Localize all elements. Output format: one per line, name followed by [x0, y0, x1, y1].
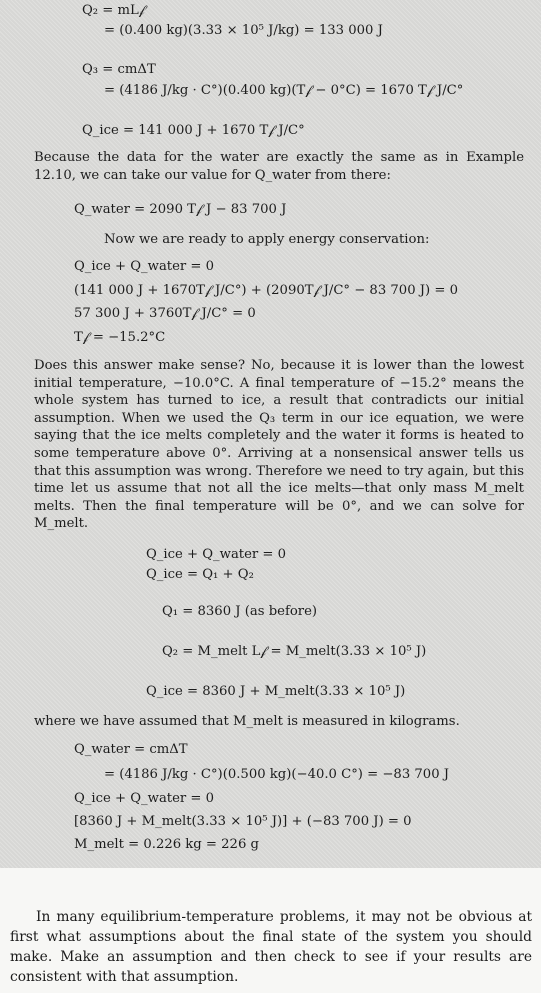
paragraph-sense-check: Does this answer make sense? No, because it is lower than the lowest initial temperature, −10.0°C. A final temperature of −15.2° means the whole system has turned to ice, a result that contradicts our initial assumption. When we used the Q₃ term in our ice equation, we were saying that the ice melts completely and the water it forms is heated to some temperature above 0°. Arriving at a nonsensical answer tells us that this assumption was wrong. Therefore we need to try again, but this time let us assume that not all the ice melts—that only mass M_melt melts. Then the final temperature will be 0°, and we can solve for M_melt.	[34, 358, 524, 532]
equation-conservation-2: Q_ice + Q_water = 0	[146, 547, 287, 562]
equation-tf-result: T𝒻 = −15.2°C	[74, 330, 166, 345]
equation-q2-melt: Q₂ = M_melt L𝒻 = M_melt(3.33 × 10⁵ J)	[162, 644, 427, 659]
paragraph-energy-conservation: Now we are ready to apply energy conservation:	[104, 232, 430, 247]
equation-q2: Q₂ = mL𝒻	[82, 3, 145, 18]
equation-conservation: Q_ice + Q_water = 0	[74, 259, 215, 274]
equation-conservation-3: Q_ice + Q_water = 0	[74, 791, 215, 806]
closing-paragraph-text: In many equilibrium-temperature problems, it may not be obvious at first what assumptions about the final state of the system you should make. Make an assumption and then check to see if your results are consistent with that assumption.	[10, 909, 532, 985]
paragraph-example-reference: Because the data for the water are exactly the same as in Example 12.10, we can take our value for Q_water from there:	[34, 150, 524, 183]
equation-q2-value: = (0.400 kg)(3.33 × 10⁵ J/kg) = 133 000 J	[104, 23, 383, 38]
equation-q-ice-sum: Q_ice = Q₁ + Q₂	[146, 567, 254, 582]
equation-q-ice-melt: Q_ice = 8360 J + M_melt(3.33 × 10⁵ J)	[146, 684, 406, 699]
closing-paragraph	[10, 907, 532, 987]
equation-melt-balance: [8360 J + M_melt(3.33 × 10⁵ J)] + (−83 700 J) = 0	[74, 814, 412, 829]
equation-q-water-value: = (4186 J/kg · C°)(0.500 kg)(−40.0 C°) = −83 700 J	[104, 767, 450, 782]
paragraph-assumed-units: where we have assumed that M_melt is measured in kilograms.	[34, 714, 460, 729]
equation-q-ice: Q_ice = 141 000 J + 1670 T𝒻 J/C°	[82, 123, 305, 138]
equation-simplified: 57 300 J + 3760T𝒻 J/C° = 0	[74, 306, 256, 321]
equation-q1: Q₁ = 8360 J (as before)	[162, 604, 318, 619]
equation-q3: Q₃ = cmΔT	[82, 62, 156, 77]
equation-substituted: (141 000 J + 1670T𝒻 J/C°) + (2090T𝒻 J/C° − 83 700 J) = 0	[74, 283, 459, 298]
equation-q-water: Q_water = 2090 T𝒻 J − 83 700 J	[74, 202, 287, 217]
equation-m-melt-result: M_melt = 0.226 kg = 226 g	[74, 837, 259, 852]
equation-q3-value: = (4186 J/kg · C°)(0.400 kg)(T𝒻 − 0°C) = 1670 T𝒻 J/C°	[104, 83, 464, 98]
equation-q-water-2: Q_water = cmΔT	[74, 742, 188, 757]
